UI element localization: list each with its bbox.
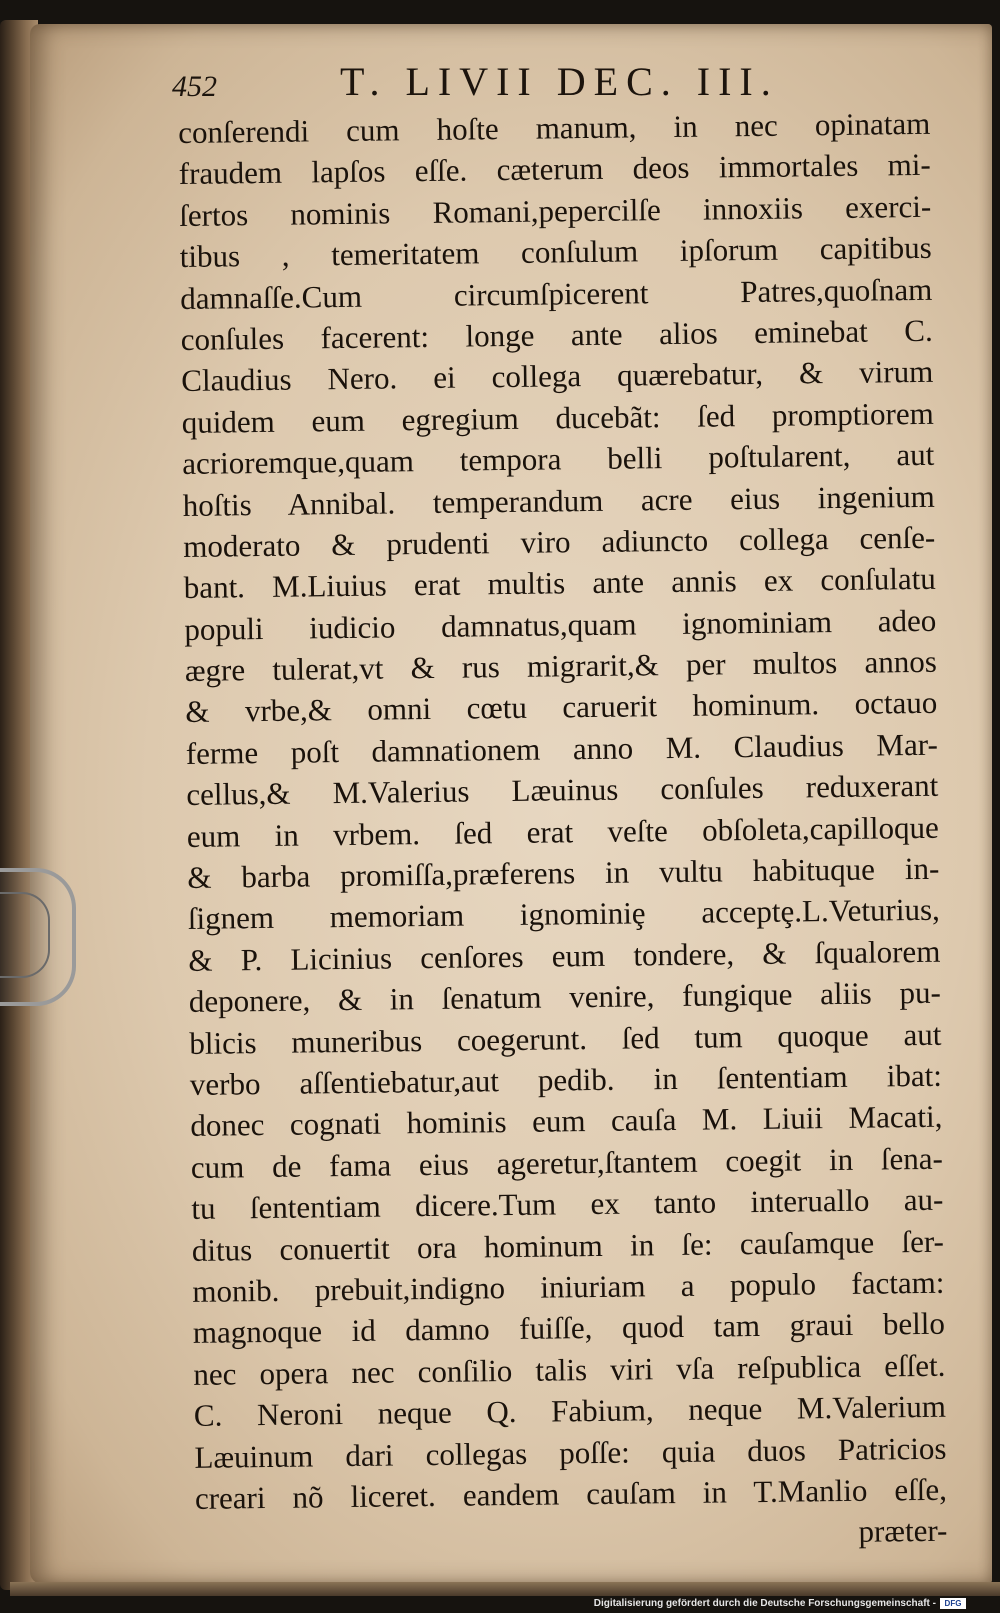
text-line: creari nõ liceret. eandem cauſam in T.Manlio eſſe, xyxy=(194,1471,948,1516)
text-line: donec cognati hominis eum cauſa M. Liuii Macati, xyxy=(190,1099,943,1144)
text-line: acrioremque,quam tempora belli poſtularent, aut xyxy=(182,436,935,482)
text-line: Læuinum dari collegas poſſe: quia duos Patricios xyxy=(194,1430,947,1475)
clasp-inner-ring xyxy=(0,892,50,978)
text-line: moderato & prudenti viro adiuncto collega cenſe- xyxy=(183,519,936,564)
text-line: bant. M.Liuius erat multis ante annis ex conſulatu xyxy=(183,561,936,606)
text-line: cellus,& M.Valerius Læuinus conſules reduxerant xyxy=(186,768,939,813)
text-line: damnaſſe.Cum circumſpicerent Patres,quoſnam xyxy=(180,271,933,316)
text-line: ægre tulerat,vt & rus migrarit,& per multos annos xyxy=(184,643,937,689)
text-line: & vrbe,& omni cœtu caruerit hominum. octauo xyxy=(185,685,938,730)
text-line: Claudius Nero. ei collega quærebatur, & virum xyxy=(181,354,934,399)
text-line: ſertos nominis Romani,pepercilſe innoxiis exerci- xyxy=(179,188,932,233)
text-line: verbo aſſentiebatur,aut pedib. in ſententiam ibat: xyxy=(189,1057,943,1102)
text-line: monib. prebuit,indigno iniuriam a populo factam: xyxy=(192,1264,945,1309)
text-line: nec opera nec conſilio talis viri vſa reſpublica eſſet. xyxy=(193,1347,946,1392)
text-line: magnoque id damno fuiſſe, quod tam graui bello xyxy=(192,1306,946,1351)
dfg-logo: DFG xyxy=(940,1598,966,1609)
text-line: conſules facerent: longe ante alios eminebat C. xyxy=(180,312,933,357)
page-number: 452 xyxy=(172,70,217,103)
text-line: ditus conuertit ora hominum in ſe: cauſamque ſer- xyxy=(191,1223,945,1268)
text-line: deponere, & in ſenatum venire, fungique aliis pu- xyxy=(188,974,942,1020)
book-bottom-edge xyxy=(10,1582,1000,1596)
text-line: ſignem memoriam ignominiȩ acceptȩ.L.Veturius, xyxy=(187,892,941,937)
running-title: T. LIVII DEC. III. xyxy=(340,59,779,104)
text-line: conſerendi cum hoſte manum, in nec opinatam xyxy=(178,105,931,150)
text-line: fraudem lapſos eſſe. cæterum deos immortales mi- xyxy=(178,147,931,192)
text-line: C. Neroni neque Q. Fabium, neque M.Valerium xyxy=(193,1388,947,1434)
text-line: & P. Licinius cenſores eum tondere, & ſqualorem xyxy=(188,933,941,978)
text-line: tu ſententiam dicere.Tum ex tanto interuallo au- xyxy=(191,1181,944,1227)
text-line: præter- xyxy=(858,1512,948,1550)
credit-text: Digitalisierung gefördert durch die Deutsche Forschungsgemeinschaft - xyxy=(593,1597,936,1609)
text-line: quidem eum egregium ducebãt: ſed promptiorem xyxy=(181,395,934,440)
text-line: hoſtis Annibal. temperandum acre eius ingenium xyxy=(182,478,935,523)
text-line: cum de fama eius ageretur,ſtantem coegit in ſena- xyxy=(190,1140,944,1185)
body-text xyxy=(178,103,948,1561)
page-header xyxy=(172,54,952,106)
digitization-credit xyxy=(594,1596,966,1610)
text-line: eum in vrbem. ſed erat veſte obſoleta,capilloque xyxy=(186,809,940,854)
text-line: populi iudicio damnatus,quam ignominiam adeo xyxy=(184,602,937,647)
text-line: blicis muneribus coegerunt. ſed tum quoque aut xyxy=(189,1016,942,1061)
text-line: & barba promiſſa,præferens in vultu habituque in- xyxy=(187,850,940,895)
text-line: ferme poſt damnationem anno M. Claudius Mar- xyxy=(185,726,938,771)
text-line: tibus , temeritatem conſulum ipſorum capitibus xyxy=(179,229,932,275)
